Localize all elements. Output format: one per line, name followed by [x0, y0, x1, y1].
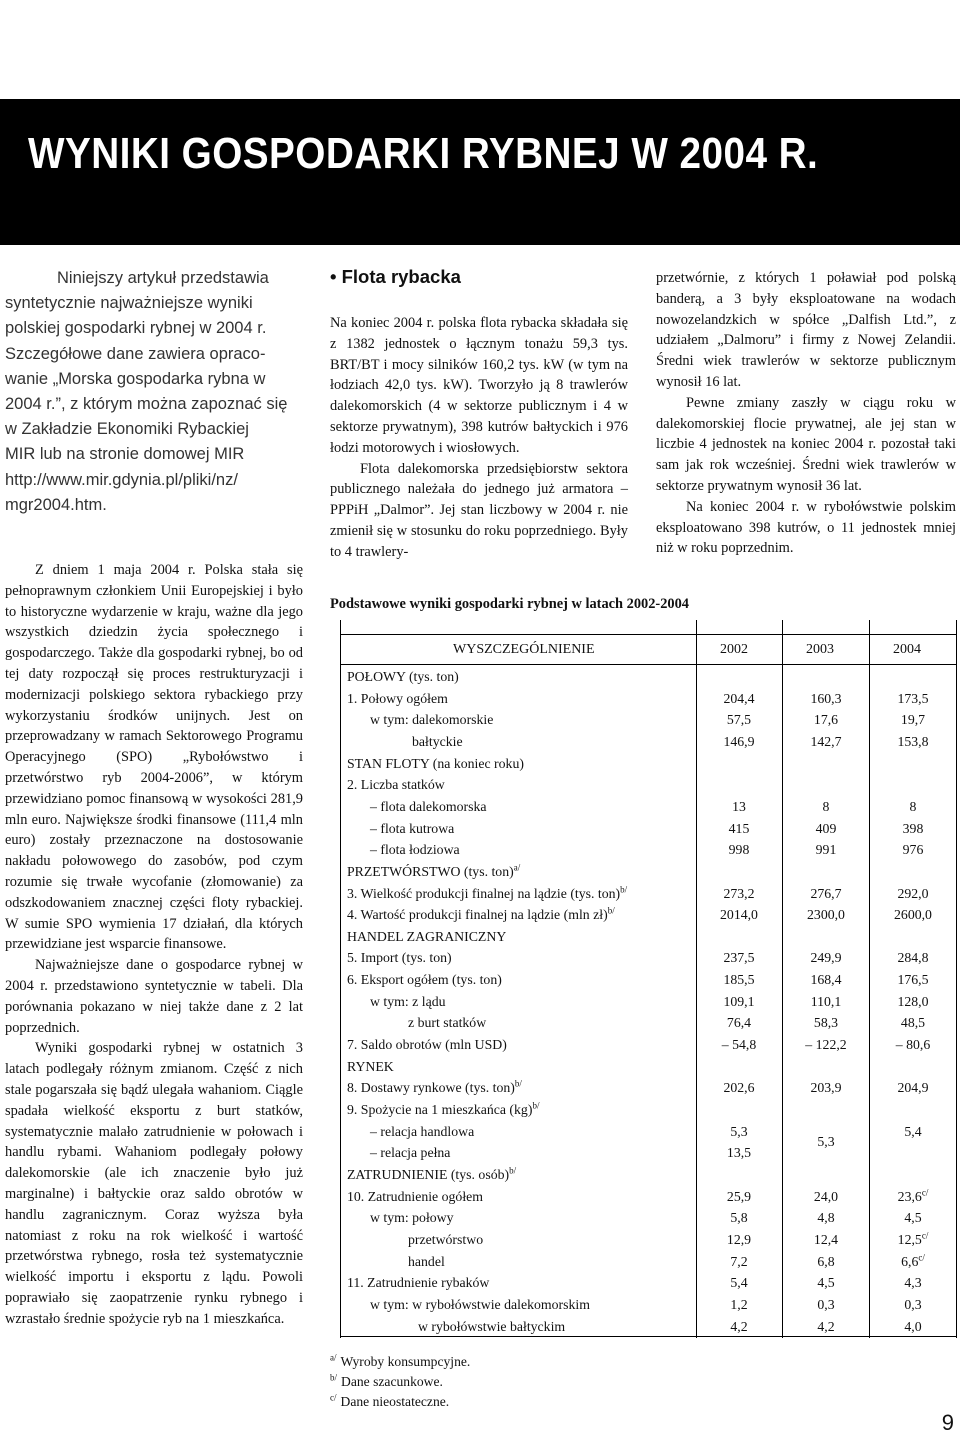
- table-cell: 57,5: [726, 712, 752, 728]
- left-column: [5, 560, 303, 1329]
- data-table: [330, 620, 957, 1338]
- table-cell: 4,5: [904, 1210, 922, 1226]
- table-cell: 13: [732, 798, 746, 814]
- table-row-label: 10. Zatrudnienie ogółem: [347, 1188, 484, 1204]
- footnote-mark: c/: [921, 1230, 929, 1241]
- table-row-label: 3. Wielkość produkcji finalnej na lądzie (tys. ton)$^{b/}$: [347, 883, 628, 901]
- table-cell: 76,4: [726, 1015, 752, 1031]
- table-cell: 5,4: [730, 1275, 748, 1291]
- footnote: [330, 1352, 470, 1372]
- table-row-label: 6. Eksport ogółem (tys. ton): [347, 972, 502, 988]
- table-cell: 998: [728, 842, 750, 858]
- table-cell: 48,5: [900, 1015, 926, 1031]
- table-row-label: – flota łodziowa: [370, 842, 460, 858]
- left-column-paragraph: Wyniki gospodarki rybnej w ostatnich 3 latach podlegały różnym zmianom. Część z nich stale pogarszała się bądź ulegała wahaniom. Ciągle spadała wielkość eksportu z burt statków, systematycznie malało zatrudnienie w połowach i handlu rybami. Wahaniom podlegały połowy dalekomorskie (ale ich znaczenie było już marginalne) i bałtyckie oraz saldo obrotów w handlu zagranicznym. Coraz wyższa była natomiast z roku na rok wielkość i wartość przetwórstwa rybnego, rosła też systematycznie wielkość importu i eksportu z lądu. Powoli poprawiało się zaopatrzenie rynku rybnego i wzrastało średnie spożycie ryb na 1 mieszkańca.: [5, 1040, 303, 1327]
- table-row-label: w tym: w rybołówstwie dalekomorskim: [370, 1296, 590, 1312]
- lead-line: w Zakładzie Ekonomiki Rybackiej: [5, 420, 249, 439]
- table-cell: 8: [909, 798, 917, 814]
- table-cell: 204,9: [897, 1080, 929, 1096]
- table-cell: 5,4: [904, 1123, 922, 1139]
- table-cell: 8: [822, 798, 830, 814]
- table-cell: 146,9: [723, 733, 755, 749]
- table-row-label: bałtyckie: [412, 733, 463, 749]
- footnote: [330, 1372, 470, 1392]
- lead-line: mgr2004.htm.: [5, 495, 107, 514]
- table-cell: 4,5: [817, 1275, 835, 1291]
- table-cell: 4,0: [904, 1318, 922, 1334]
- table-row-label: 11. Zatrudnienie rybaków: [347, 1275, 490, 1291]
- table-cell-merged: 5,3: [817, 1134, 835, 1150]
- table-cell: 13,5: [726, 1145, 752, 1161]
- table-cell: 4,2: [817, 1318, 835, 1334]
- footnote-mark: b/: [607, 905, 615, 916]
- footnote-mark: a/: [513, 862, 521, 873]
- table-column-rule: [696, 620, 697, 1338]
- lead-line: Szczegółowe dane zawiera opraco-: [5, 344, 266, 363]
- table-row-label: POŁOWY (tys. ton): [347, 669, 459, 684]
- table-cell: 237,5: [723, 950, 755, 966]
- table-row-label: – flota dalekomorska: [370, 798, 487, 814]
- table-cell: 17,6: [813, 712, 839, 728]
- table-column-rule: [340, 620, 341, 1338]
- table-row-label: HANDEL ZAGRANICZNY: [347, 928, 507, 944]
- table-cell: $6,6^{c/}$: [901, 1251, 925, 1269]
- table-cell: 12,9: [726, 1231, 752, 1247]
- table-cell: 25,9: [726, 1188, 752, 1204]
- table-rule: [340, 664, 957, 665]
- table-cell: 204,4: [723, 690, 755, 706]
- table-column-rule: [869, 620, 870, 1338]
- table-rule: [340, 1336, 957, 1337]
- table-cell: 58,3: [813, 1015, 839, 1031]
- table-cell: 160,3: [810, 690, 842, 706]
- footnote-mark: b/: [514, 1078, 522, 1089]
- lead-line: Niniejszy artykuł przedstawia: [57, 269, 269, 287]
- title-banner: [0, 99, 960, 245]
- table-cell: 128,0: [897, 993, 929, 1009]
- table-header-label: WYSZCZEGÓLNIENIE: [453, 642, 595, 657]
- table-row-label: handel: [408, 1253, 445, 1269]
- table-row-label: RYNEK: [347, 1058, 394, 1074]
- lead-line: MIR lub na stronie domowej MIR: [5, 445, 245, 464]
- table-cell: 2014,0: [720, 907, 758, 923]
- table-cell: – 122,2: [805, 1037, 847, 1053]
- table-row-label: przetwórstwo: [408, 1231, 484, 1247]
- lead-line: http://www.mir.gdynia.pl/pliki/nz/: [5, 470, 238, 489]
- table-cell: 284,8: [897, 950, 929, 966]
- table-cell: 249,9: [810, 950, 842, 966]
- table-cell: 173,5: [897, 690, 929, 706]
- table-cell: 4,3: [904, 1275, 922, 1291]
- table-cell: 5,3: [730, 1123, 748, 1139]
- page-title: WYNIKI GOSPODARKI RYBNEJ W 2004 R.: [28, 129, 819, 178]
- table-cell: 1,2: [730, 1296, 748, 1312]
- table-title: Podstawowe wyniki gospodarki rybnej w latach 2002-2004: [330, 596, 689, 612]
- table-cell: 142,7: [810, 733, 842, 749]
- footnote-text: Dane szacunkowe.: [341, 1374, 443, 1389]
- table-cell: 409: [815, 820, 837, 836]
- footnote-mark: a/: [330, 1352, 337, 1363]
- table-row-label: 4. Wartość produkcji finalnej na lądzie (mln zł)$^{b/}$: [347, 905, 615, 923]
- table-row-label: PRZETWÓRSTWO (tys. ton)$^{a/}$: [347, 862, 521, 879]
- table-cell: 0,3: [904, 1296, 922, 1312]
- table-cell: 202,6: [723, 1080, 755, 1096]
- table-row-label: 2. Liczba statków: [347, 777, 445, 793]
- table-cell: – 80,6: [895, 1037, 931, 1053]
- table-cell: 19,7: [900, 712, 926, 728]
- table-row-label: w tym: połowy: [370, 1210, 454, 1226]
- table-cell: 2300,0: [807, 907, 845, 923]
- table-cell: 273,2: [723, 885, 755, 901]
- footnote-mark: c/: [330, 1392, 337, 1403]
- table-cell: 12,4: [813, 1231, 839, 1247]
- middle-column-paragraph: Na koniec 2004 r. polska flota rybacka składała się z 1382 jednostek o łącznym tonażu 59,3 tys. BRT/BT i mocy silników 160,2 tys. kW (w tym na łodziach 42,0 tys. kW). Tworzyło ją 8 trawlerów dalekomorskich (4 w sektorze publicznym i 4 w sektorze prywatnym), 398 kutrów bałtyckich i 976 łodzi motorowych i wiosłowych.: [330, 315, 628, 456]
- table-cell: 4,2: [730, 1318, 748, 1334]
- footnote-mark: c/: [918, 1251, 925, 1262]
- table-row-label: w tym: z lądu: [370, 993, 446, 1009]
- table-row-label: w rybołówstwie bałtyckim: [418, 1318, 566, 1334]
- table-row-label: 9. Spożycie na 1 mieszkańca (kg)$^{b/}$: [347, 1100, 540, 1117]
- table-cell: 7,2: [730, 1253, 748, 1269]
- lead-line: polskiej gospodarki rybnej w 2004 r.: [5, 319, 267, 338]
- table-row-label: – relacja handlowa: [370, 1123, 475, 1139]
- table-cell: 6,8: [817, 1253, 835, 1269]
- footnote-text: Dane nieostateczne.: [340, 1394, 450, 1409]
- table-row-label: – relacja pełna: [370, 1145, 451, 1161]
- table-cell: – 54,8: [721, 1037, 757, 1053]
- footnotes: [330, 1352, 470, 1412]
- right-column-paragraph: Pewne zmiany zaszły w ciągu roku w dalekomorskiej flocie prywatnej, ale jej stan w liczbie 4 jednostek na koniec 2004 r. pozostał taki sam jak rok wcześniej. Średni wiek trawlerów w sektorze prywatnym wynosił 36 lat.: [656, 394, 956, 494]
- table-cell: 398: [902, 820, 924, 836]
- section-heading-flota: • Flota rybacka: [330, 266, 461, 287]
- table-row-label: ZATRUDNIENIE (tys. osób)$^{b/}$: [347, 1165, 517, 1182]
- table-row-label: 7. Saldo obrotów (mln USD): [347, 1037, 507, 1053]
- middle-column: [330, 313, 628, 563]
- footnote-mark: c/: [921, 1187, 929, 1197]
- right-column-paragraph: Na koniec 2004 r. w rybołówstwie polskim eksploatowano 398 kutrów, o 11 jednostek mniej niż w roku poprzednim.: [656, 498, 956, 557]
- table-cell: 24,0: [813, 1188, 839, 1204]
- table-cell: 153,8: [897, 733, 929, 749]
- table-row-label: 5. Import (tys. ton): [347, 950, 452, 966]
- lead-paragraph: [5, 266, 303, 518]
- table-cell: 0,3: [817, 1296, 835, 1312]
- table-cell: $23,6^{c/}$: [897, 1187, 929, 1204]
- footnote-text: Wyroby konsumpcyjne.: [340, 1354, 471, 1369]
- footnote-mark: b/: [509, 1165, 517, 1176]
- footnote: [330, 1392, 470, 1412]
- footnote-mark: b/: [532, 1100, 540, 1111]
- footnote-mark: b/: [330, 1372, 338, 1383]
- table-cell: 276,7: [810, 885, 842, 901]
- table-cell: 2600,0: [894, 907, 932, 923]
- table-rule: [340, 634, 957, 635]
- lead-line: syntetycznie najważniejsze wyniki: [5, 294, 253, 313]
- table-cell: 110,1: [810, 993, 842, 1009]
- table-header-year: 2002: [720, 642, 748, 657]
- lead-line: wanie „Morska gospodarka rybna w: [5, 369, 266, 388]
- table-row-label: STAN FLOTY (na koniec roku): [347, 755, 524, 771]
- table-cell: 168,4: [810, 972, 842, 988]
- table-cell: 203,9: [810, 1080, 842, 1096]
- table-row-label: 8. Dostawy rynkowe (tys. ton)$^{b/}$: [347, 1078, 522, 1096]
- left-column-paragraph: Z dniem 1 maja 2004 r. Polska stała się pełnoprawnym członkiem Unii Europejskiej i było to historyczne wydarzenie w kraju, ważne dla jego wszystkich dziedzin życia społecznego i gospodarczego. Także dla gospodarki rybnej, bo od tej daty rozpoczął się proces restrukturyzacji i modernizacji polskiego sektora rybackiego przy wykorzystaniu środków unijnych. Jest on przeprowadzany w ramach Sektorowego Programu Operacyjnego (SPO) „Rybołówstwo i przetwórstwo ryb 2004-2006”, w którym przewidziano pomoc finansową w wysokości 281,9 mln euro. Największe środki finansowe (111,4 mln euro) zostały przeznaczone na dostosowanie nakładu połowowego do zasobów, pod czym rozumie się trwałe wycofanie (złomowanie) za odszkodowaniem znacznej części floty rybackiej. W sumie SPO wymienia 17 działań, dla których przewidziane jest wsparcie finansowe.: [5, 562, 303, 953]
- table-cell: 976: [902, 842, 924, 858]
- middle-column-paragraph: Flota dalekomorska przedsiębiorstw sektora publicznego należała do jednego już armatora – PPPiH „Dalmor”. Jej stan liczbowy w 2004 r. nie zmienił się w stosunku do roku poprzedniego. Były to 4 trawlery-: [330, 460, 628, 560]
- table-cell: 176,5: [897, 972, 929, 988]
- table-cell: 292,0: [897, 885, 929, 901]
- table-cell: 185,5: [723, 972, 755, 988]
- page-number: 9: [941, 1410, 954, 1435]
- table-cell: 415: [728, 820, 750, 836]
- table-header-year: 2004: [893, 642, 921, 657]
- table-column-rule: [782, 620, 783, 1338]
- table-cell: 5,8: [730, 1210, 748, 1226]
- table-row-label: w tym: dalekomorskie: [370, 712, 494, 728]
- table-row-label: z burt statków: [408, 1015, 487, 1031]
- lead-line: 2004 r.”, z którym można zapoznać się: [5, 395, 288, 414]
- footnote-mark: b/: [620, 883, 628, 894]
- table-row-label: – flota kutrowa: [370, 820, 455, 836]
- table-cell: 991: [815, 842, 837, 858]
- table-cell: 4,8: [817, 1210, 835, 1226]
- left-column-paragraph: Najważniejsze dane o gospodarce rybnej w 2004 r. przedstawiono syntetycznie w tabeli. Dla porównania pokazano w niej także dane z 2 lat poprzednich.: [5, 957, 303, 1036]
- table-column-rule: [956, 620, 957, 1338]
- table-row-label: 1. Połowy ogółem: [347, 690, 448, 706]
- right-column: [656, 268, 956, 559]
- table-cell: $12,5^{c/}$: [897, 1230, 929, 1247]
- right-column-paragraph: przetwórnie, z których 1 poławiał pod polską banderą, a 3 były eksploatowane na wodach nowozelandzkich w spółce „Dalfish Ltd.”, z udziałem „Dalmoru” i firmy z Nowej Zelandii. Średni wiek trawlerów w sektorze publicznym wynosił 16 lat.: [656, 270, 956, 390]
- table-cell: 109,1: [723, 993, 755, 1009]
- table-header-year: 2003: [806, 642, 834, 657]
